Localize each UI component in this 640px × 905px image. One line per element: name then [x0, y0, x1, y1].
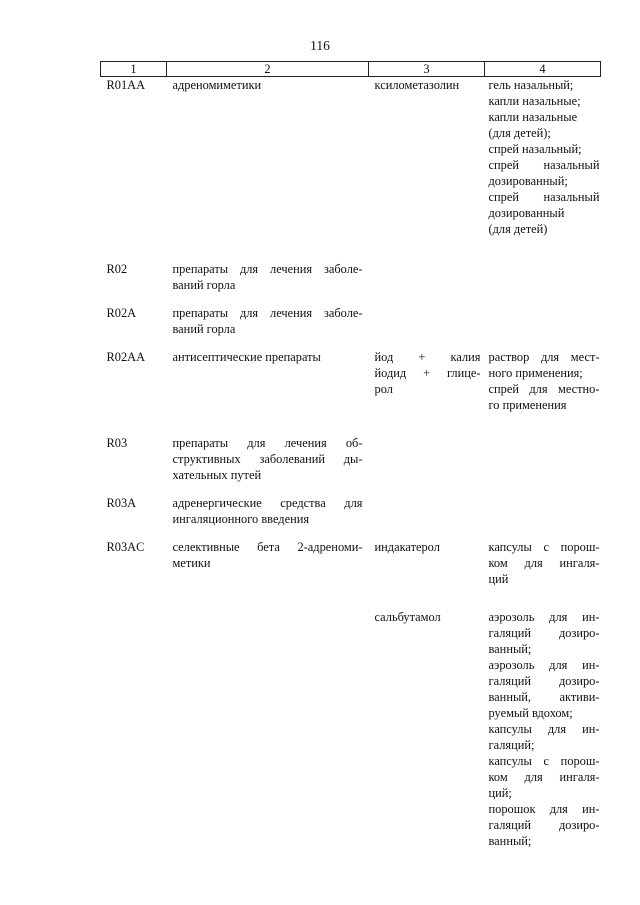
atc-code: R02AA — [106, 350, 146, 364]
group-name-cell — [167, 77, 369, 262]
substance-name-line: рол — [374, 382, 393, 396]
dosage-form-cell — [485, 77, 601, 262]
atc-code-cell — [101, 261, 167, 305]
column-number-row — [101, 62, 601, 77]
group-name-cell — [167, 349, 369, 435]
dosage-form-cell — [485, 609, 601, 849]
atc-code-cell — [101, 77, 167, 262]
group-name-cell — [167, 305, 369, 349]
dosage-form-line: капли назальные — [488, 110, 578, 124]
substance-name-cell — [369, 305, 485, 349]
column-number: 3 — [369, 62, 485, 77]
dosage-form-line: галяций дозиро- — [488, 626, 600, 640]
dosage-form-cell — [485, 305, 601, 349]
substance-name-cell — [369, 349, 485, 435]
group-name-line: ингаляционного введения — [172, 512, 310, 526]
table-row — [101, 349, 601, 435]
dosage-form-line: капсулы для ин- — [488, 722, 600, 736]
table-row — [101, 77, 601, 262]
group-name-line: адренергические средства для — [172, 496, 363, 510]
dosage-form-line: спрей для местно- — [488, 382, 600, 396]
dosage-form-line: (для детей) — [488, 222, 548, 236]
dosage-form-cell — [485, 349, 601, 435]
group-name-line: антисептические препараты — [172, 350, 321, 364]
atc-code-cell — [101, 539, 167, 609]
group-name-line: препараты для лечения заболе- — [172, 262, 363, 276]
group-name-cell — [167, 609, 369, 849]
table-row — [101, 609, 601, 849]
group-name-line: селективные бета 2-адреноми- — [172, 540, 363, 554]
dosage-form-cell — [485, 261, 601, 305]
dosage-form-line: аэрозоль для ин- — [488, 658, 600, 672]
substance-name-line: ксилометазолин — [374, 78, 460, 92]
table-row — [101, 495, 601, 539]
dosage-form-line: ком для ингаля- — [488, 556, 600, 570]
drug-table — [100, 61, 601, 849]
atc-code: R02A — [106, 306, 137, 320]
dosage-form-line: гель назальный; — [488, 78, 574, 92]
column-number: 2 — [167, 62, 369, 77]
dosage-form-line: капли назальные; — [488, 94, 581, 108]
dosage-form-line: галяций; — [488, 738, 535, 752]
dosage-form-line: спрей назальный — [488, 190, 600, 204]
dosage-form-line: галяций дозиро- — [488, 818, 600, 832]
dosage-form-line: (для детей); — [488, 126, 551, 140]
dosage-form-line: руемый вдохом; — [488, 706, 573, 720]
substance-name-cell — [369, 495, 485, 539]
dosage-form-line: ванный; — [488, 834, 532, 848]
group-name-cell — [167, 261, 369, 305]
page-number: 116 — [310, 38, 330, 53]
dosage-form-cell — [485, 495, 601, 539]
dosage-form-line: порошок для ин- — [488, 802, 600, 816]
group-name-line: препараты для лечения заболе- — [172, 306, 363, 320]
atc-code-cell — [101, 495, 167, 539]
group-name-line: структивных заболеваний ды- — [172, 452, 363, 466]
table-row — [101, 305, 601, 349]
dosage-form-line: капсулы с порош- — [488, 540, 600, 554]
atc-code: R03A — [106, 496, 137, 510]
dosage-form-line: ванный; — [488, 642, 532, 656]
group-name-line: ваний горла — [172, 278, 236, 292]
dosage-form-cell — [485, 539, 601, 609]
substance-name-line: индакатерол — [374, 540, 440, 554]
group-name-line: хательных путей — [172, 468, 262, 482]
atc-code-cell — [101, 305, 167, 349]
atc-code-cell — [101, 349, 167, 435]
group-name-cell — [167, 435, 369, 495]
dosage-form-line: го применения — [488, 398, 567, 412]
group-name-line: ваний горла — [172, 322, 236, 336]
table-row — [101, 435, 601, 495]
dosage-form-line: дозированный; — [488, 174, 568, 188]
substance-name-line: сальбутамол — [374, 610, 441, 624]
atc-code: R02 — [106, 262, 128, 276]
atc-code-cell — [101, 435, 167, 495]
column-number: 1 — [101, 62, 167, 77]
table-body — [101, 77, 601, 850]
dosage-form-line: галяций дозиро- — [488, 674, 600, 688]
substance-name-cell — [369, 435, 485, 495]
group-name-cell — [167, 495, 369, 539]
substance-name-line: йодид + глице- — [374, 366, 481, 380]
dosage-form-line: ций; — [488, 786, 512, 800]
dosage-form-line: ций — [488, 572, 509, 586]
group-name-line: адреномиметики — [172, 78, 262, 92]
substance-name-cell — [369, 609, 485, 849]
dosage-form-cell — [485, 435, 601, 495]
atc-code: R03 — [106, 436, 128, 450]
dosage-form-line: раствор для мест- — [488, 350, 600, 364]
table-row — [101, 261, 601, 305]
substance-name-cell — [369, 77, 485, 262]
table-row — [101, 539, 601, 609]
atc-code-cell — [101, 609, 167, 849]
dosage-form-line: дозированный — [488, 206, 565, 220]
dosage-form-line: ком для ингаля- — [488, 770, 600, 784]
dosage-form-line: спрей назальный; — [488, 142, 582, 156]
dosage-form-line: ного применения; — [488, 366, 583, 380]
substance-name-line: йод + калия — [374, 350, 481, 364]
dosage-form-line: ванный, активи- — [488, 690, 600, 704]
dosage-form-line: аэрозоль для ин- — [488, 610, 600, 624]
substance-name-cell — [369, 539, 485, 609]
substance-name-cell — [369, 261, 485, 305]
atc-code: R01AA — [106, 78, 146, 92]
column-number: 4 — [485, 62, 601, 77]
group-name-cell — [167, 539, 369, 609]
dosage-form-line: спрей назальный — [488, 158, 600, 172]
dosage-form-line: капсулы с порош- — [488, 754, 600, 768]
group-name-line: препараты для лечения об- — [172, 436, 363, 450]
atc-code: R03AC — [106, 540, 145, 554]
group-name-line: метики — [172, 556, 211, 570]
